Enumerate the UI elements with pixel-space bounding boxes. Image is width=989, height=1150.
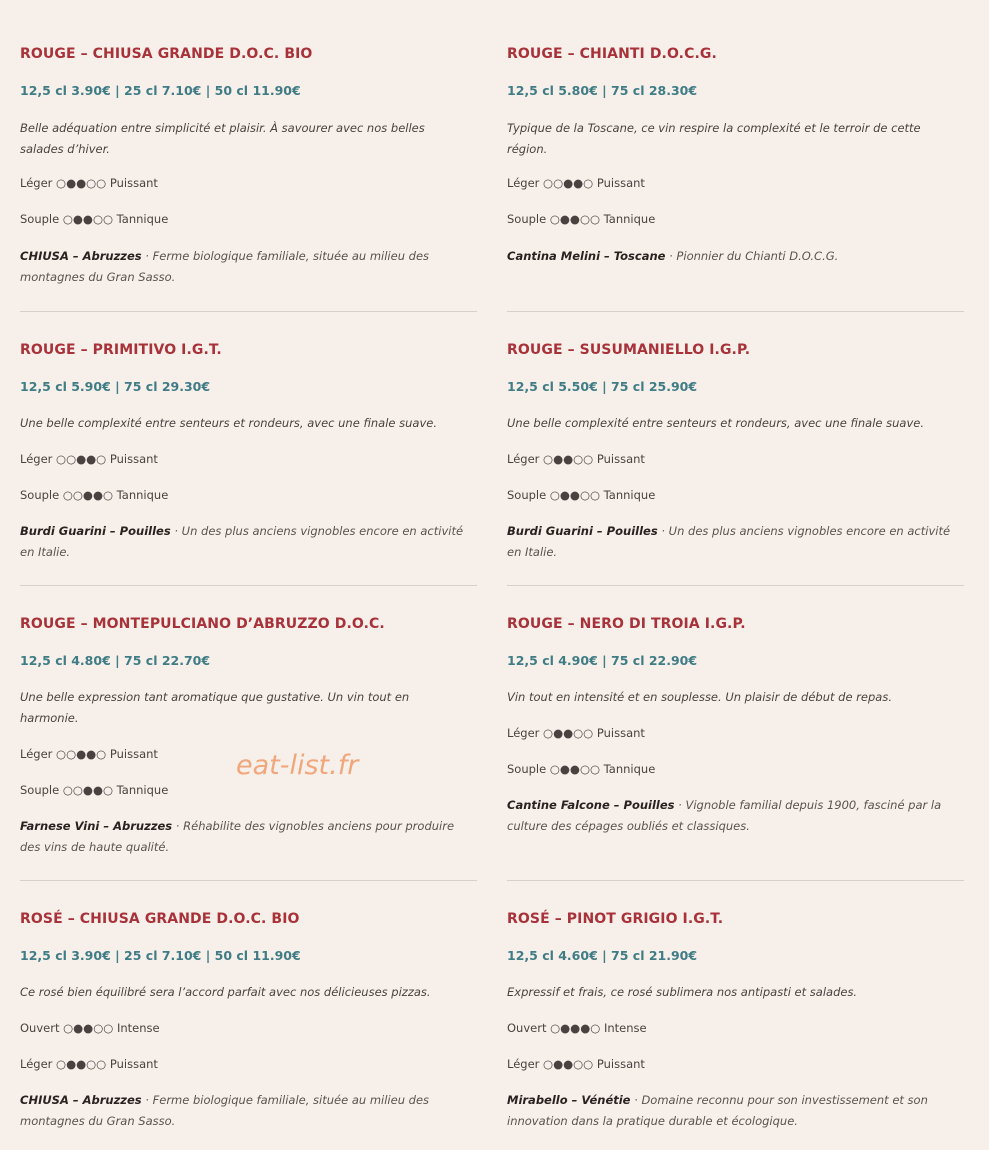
producer-name: Cantina Melini – Toscane — [507, 249, 666, 263]
wine-title: ROUGE – NERO DI TROIA I.G.P. — [507, 616, 746, 632]
wine-producer — [20, 521, 465, 563]
producer-name: Cantine Falcone – Pouilles — [507, 798, 675, 812]
producer-name: Mirabello – Vénétie — [507, 1093, 631, 1107]
wine-scale-2: Souple ○●●○○ Tannique — [507, 212, 656, 226]
wine-scale-2: Souple ○○●●○ Tannique — [20, 783, 169, 797]
wine-producer — [20, 816, 465, 858]
wine-scale-2: Souple ○●●○○ Tannique — [20, 212, 169, 226]
wine-price: 12,5 cl 4.80€ | 75 cl 22.70€ — [20, 653, 211, 668]
wine-price: 12,5 cl 3.90€ | 25 cl 7.10€ | 50 cl 11.90€ — [20, 948, 301, 963]
wine-card — [20, 881, 477, 1150]
wine-title: ROUGE – CHIUSA GRANDE D.O.C. BIO — [20, 46, 313, 62]
wine-producer — [20, 1090, 465, 1132]
wine-price: 12,5 cl 4.90€ | 75 cl 22.90€ — [507, 653, 698, 668]
producer-text: · Ferme biologique familiale, située au milieu des montagnes du Gran Sasso. — [20, 249, 430, 284]
wine-title: ROUGE – PRIMITIVO I.G.T. — [20, 342, 222, 358]
wine-scale-1: Léger ○●●○○ Puissant — [507, 726, 645, 740]
wine-producer — [507, 521, 952, 563]
wine-scale-1: Léger ○○●●○ Puissant — [20, 452, 158, 466]
wine-card — [20, 312, 477, 586]
watermark-text: eat-list.fr — [236, 750, 359, 781]
wine-scale-2: Léger ○●●○○ Puissant — [20, 1057, 158, 1071]
wine-scale-1: Léger ○○●●○ Puissant — [20, 747, 158, 761]
wine-card — [20, 0, 477, 312]
wine-price: 12,5 cl 4.60€ | 75 cl 21.90€ — [507, 948, 698, 963]
producer-name: Burdi Guarini – Pouilles — [507, 524, 658, 538]
wine-scale-1: Léger ○●●○○ Puissant — [20, 176, 158, 190]
wine-price: 12,5 cl 5.80€ | 75 cl 28.30€ — [507, 83, 698, 98]
wine-title: ROUGE – CHIANTI D.O.C.G. — [507, 46, 717, 62]
wine-title: ROUGE – MONTEPULCIANO D’ABRUZZO D.O.C. — [20, 616, 385, 632]
wine-producer — [507, 795, 952, 837]
wine-description: Une belle expression tant aromatique que gustative. Un vin tout en harmonie. — [20, 690, 410, 725]
wine-scale-1: Ouvert ○●●○○ Intense — [20, 1021, 160, 1035]
wine-producer — [507, 1090, 952, 1132]
wine-description: Une belle complexité entre senteurs et rondeurs, avec une finale suave. — [20, 416, 437, 430]
wine-card — [20, 586, 477, 881]
wine-price: 12,5 cl 5.90€ | 75 cl 29.30€ — [20, 379, 211, 394]
wine-producer — [20, 246, 465, 288]
wine-description: Une belle complexité entre senteurs et rondeurs, avec une finale suave. — [507, 416, 924, 430]
producer-text: · Réhabilite des vignobles anciens pour produire des vins de haute qualité. — [20, 819, 455, 854]
wine-title: ROSÉ – CHIUSA GRANDE D.O.C. BIO — [20, 911, 300, 927]
wine-scale-2: Souple ○●●○○ Tannique — [507, 488, 656, 502]
wine-list — [20, 0, 964, 1150]
wine-description: Vin tout en intensité et en souplesse. Un plaisir de début de repas. — [507, 690, 892, 704]
wine-title: ROSÉ – PINOT GRIGIO I.G.T. — [507, 911, 724, 927]
wine-scale-1: Léger ○●●○○ Puissant — [507, 452, 645, 466]
producer-name: CHIUSA – Abruzzes — [20, 1093, 142, 1107]
wine-scale-2: Souple ○●●○○ Tannique — [507, 762, 656, 776]
producer-text: · Un des plus anciens vignobles encore en activité en Italie. — [507, 524, 951, 559]
wine-card — [507, 312, 964, 586]
wine-title: ROUGE – SUSUMANIELLO I.G.P. — [507, 342, 751, 358]
producer-text: · Un des plus anciens vignobles encore en activité en Italie. — [20, 524, 464, 559]
wine-scale-1: Léger ○○●●○ Puissant — [507, 176, 645, 190]
wine-scale-2: Léger ○●●○○ Puissant — [507, 1057, 645, 1071]
wine-description: Belle adéquation entre simplicité et plaisir. À savourer avec nos belles salades d’hiver. — [20, 121, 425, 156]
wine-card — [507, 586, 964, 881]
wine-description: Typique de la Toscane, ce vin respire la complexité et le terroir de cette région. — [507, 121, 921, 156]
wine-card — [507, 881, 964, 1150]
wine-price: 12,5 cl 3.90€ | 25 cl 7.10€ | 50 cl 11.90€ — [20, 83, 301, 98]
producer-text: · Vignoble familial depuis 1900, fasciné par la culture des cépages oubliés et classiques. — [507, 798, 942, 833]
wine-card — [507, 0, 964, 312]
producer-name: CHIUSA – Abruzzes — [20, 249, 142, 263]
wine-scale-2: Souple ○○●●○ Tannique — [20, 488, 169, 502]
wine-producer — [507, 246, 952, 267]
producer-text: · Ferme biologique familiale, située au milieu des montagnes du Gran Sasso. — [20, 1093, 430, 1128]
producer-text: · Pionnier du Chianti D.O.C.G. — [665, 249, 839, 263]
producer-name: Farnese Vini – Abruzzes — [20, 819, 173, 833]
producer-text: · Domaine reconnu pour son investissement et son innovation dans la pratique durable et écologique. — [507, 1093, 928, 1128]
producer-name: Burdi Guarini – Pouilles — [20, 524, 171, 538]
wine-price: 12,5 cl 5.50€ | 75 cl 25.90€ — [507, 379, 698, 394]
wine-scale-1: Ouvert ○●●●○ Intense — [507, 1021, 647, 1035]
wine-description: Ce rosé bien équilibré sera l’accord parfait avec nos délicieuses pizzas. — [20, 985, 431, 999]
wine-description: Expressif et frais, ce rosé sublimera nos antipasti et salades. — [507, 985, 858, 999]
